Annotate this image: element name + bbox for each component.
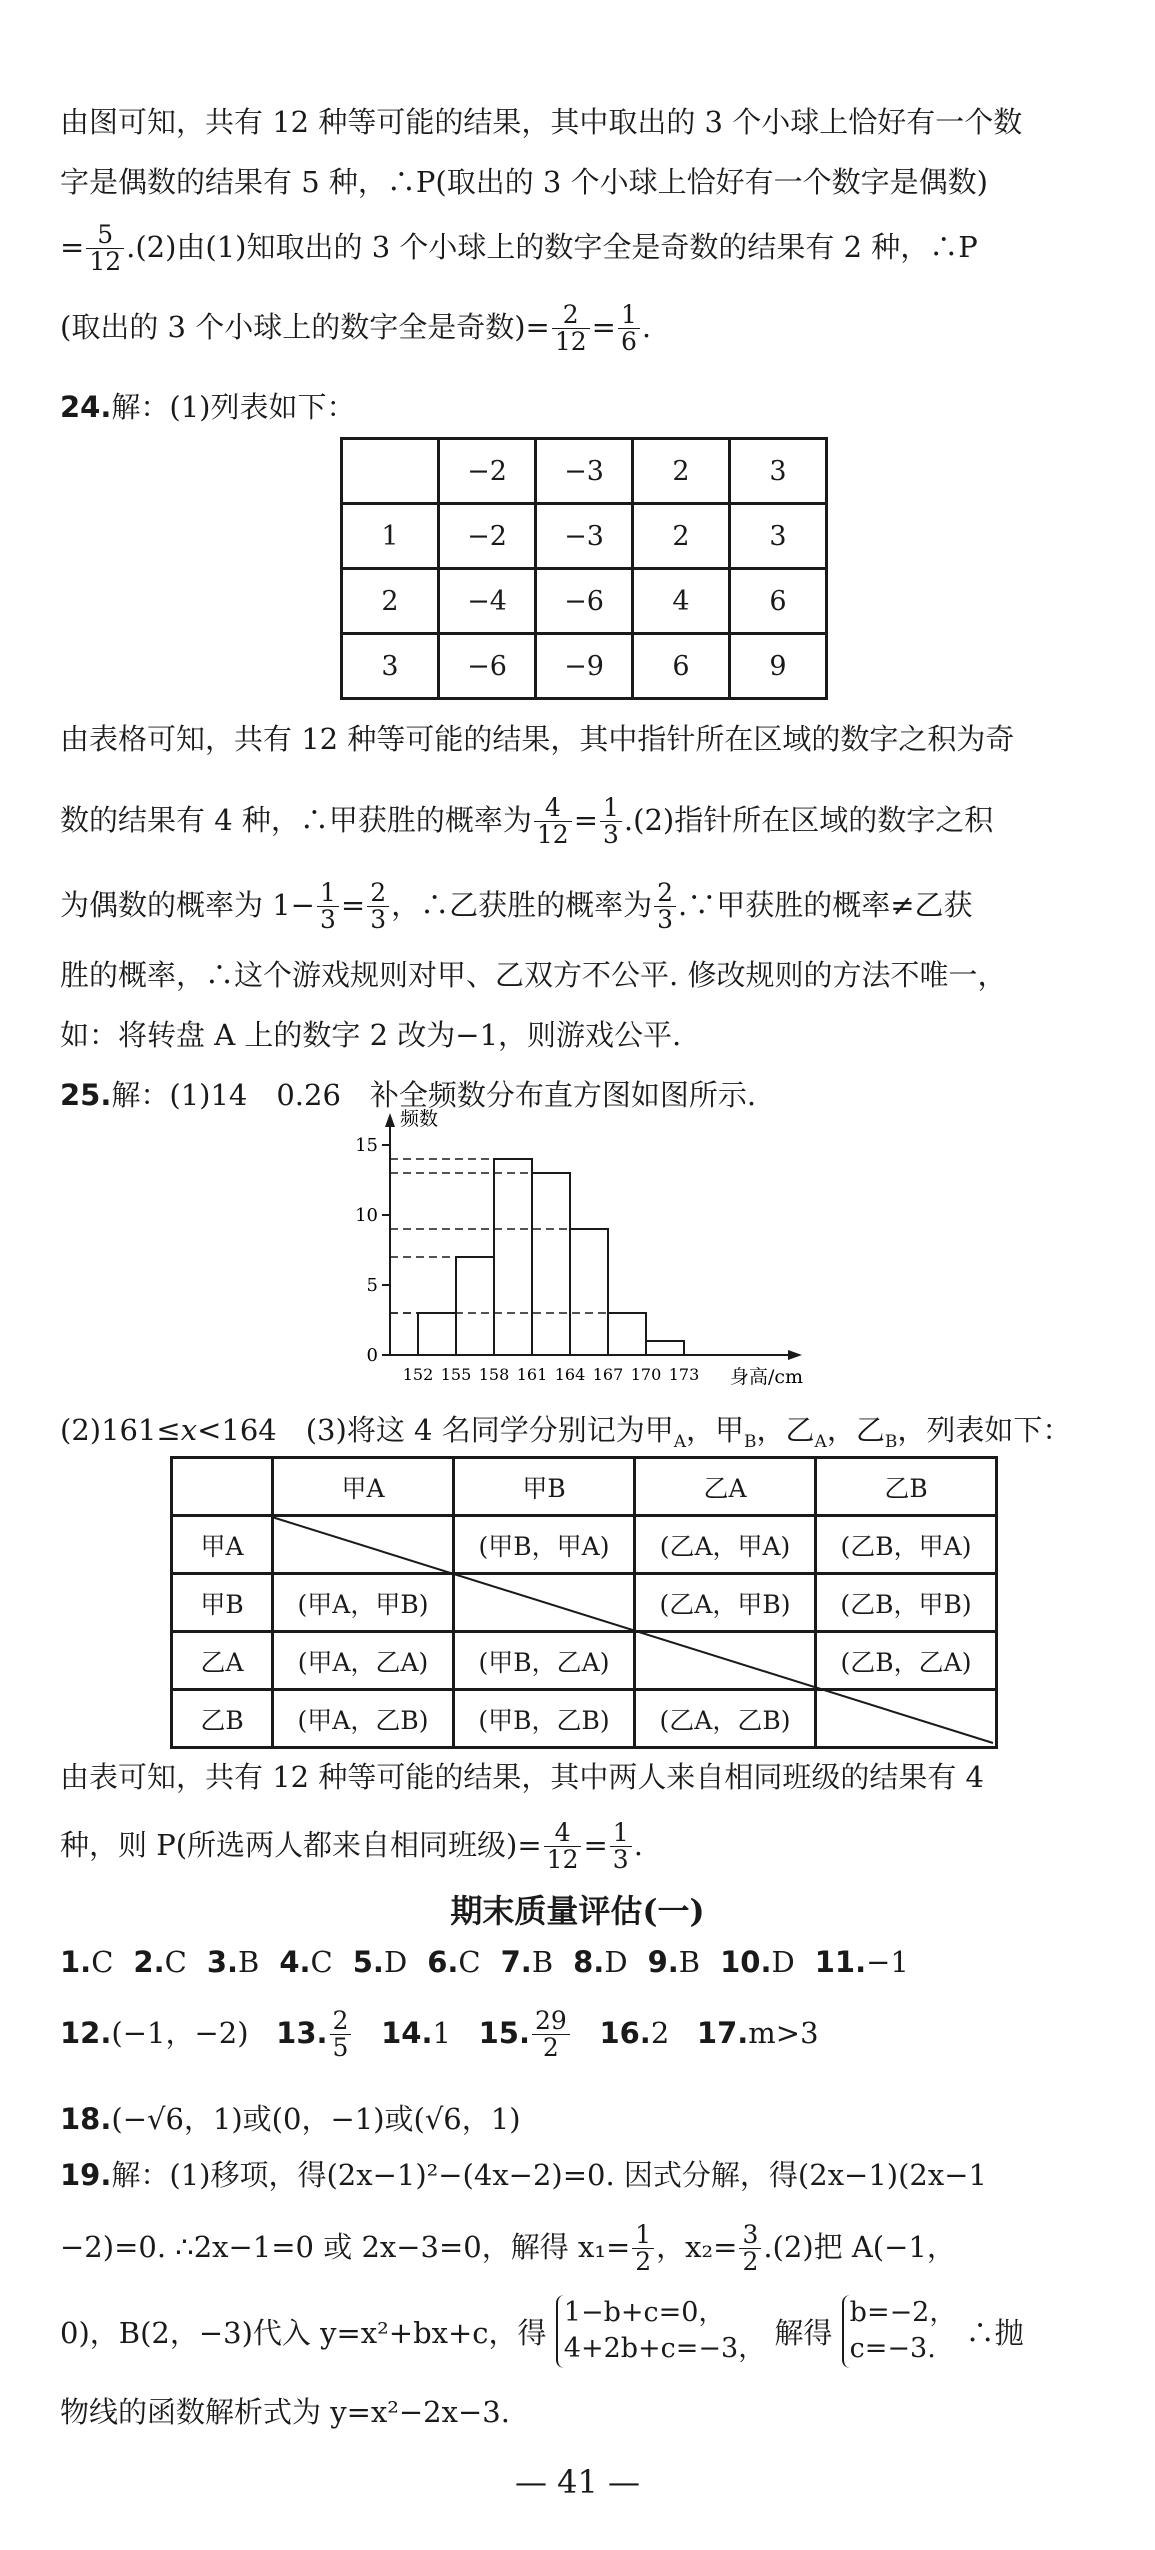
x-tick-label: 167 bbox=[592, 1365, 624, 1384]
text-line: 由表可知，共有 12 种等可能的结果，其中两人来自相同班级的结果有 4 bbox=[60, 1760, 985, 1794]
fraction: $\frac{5}{12}$ bbox=[86, 222, 124, 276]
table-row bbox=[342, 504, 827, 569]
table-cell: 甲A bbox=[172, 1516, 273, 1574]
table-cell: (乙A，乙B) bbox=[635, 1690, 816, 1748]
text-line: 数的结果有 4 种，∴甲获胜的概率为 $\frac{4}{12}$ = $\frac{1}{3}$ .(2)指针所在区域的数字之积 bbox=[60, 793, 994, 850]
table-cell: (甲A，乙B) bbox=[273, 1690, 454, 1748]
page-number: — 41 — bbox=[514, 2463, 641, 2501]
y-tick-label: 0 bbox=[366, 1345, 378, 1366]
table-cell: −4 bbox=[439, 569, 536, 634]
table-cell: 6 bbox=[633, 634, 730, 699]
answer-item: 11.−1 bbox=[814, 1945, 909, 1979]
fraction: $\frac{3}{2}$ bbox=[739, 2222, 761, 2276]
table-cell: (甲A，乙A) bbox=[273, 1632, 454, 1690]
table-row bbox=[342, 439, 827, 504]
y-tick-label: 10 bbox=[355, 1205, 378, 1226]
table-cell: −2 bbox=[439, 504, 536, 569]
fraction: $\frac{1}{6}$ bbox=[618, 302, 640, 356]
x-tick-label: 173 bbox=[668, 1365, 700, 1384]
table-cell: 乙B bbox=[172, 1690, 273, 1748]
table-cell bbox=[342, 439, 439, 504]
table-cell: (甲B，乙A) bbox=[454, 1632, 635, 1690]
table-cell: (甲B，甲A) bbox=[454, 1516, 635, 1574]
table-cell: (乙B，乙A) bbox=[816, 1632, 997, 1690]
histogram-bar bbox=[418, 1313, 456, 1355]
text-line: = $\frac{5}{12}$ .(2)由(1)知取出的 3 个小球上的数字全是奇数的结果有 2 种，∴P bbox=[60, 220, 978, 277]
answer-item: 5.D bbox=[352, 1945, 408, 1979]
fraction: $\frac{29}{2}$ bbox=[532, 2008, 570, 2062]
histogram-bar bbox=[456, 1257, 494, 1355]
table-cell: (甲A，甲B) bbox=[273, 1574, 454, 1632]
table-cell: (甲B，乙B) bbox=[454, 1690, 635, 1748]
answer-item: 8.D bbox=[573, 1945, 628, 1979]
table-cell: 甲B bbox=[172, 1574, 273, 1632]
histogram-chart bbox=[340, 1105, 820, 1390]
fraction: $\frac{2}{3}$ bbox=[654, 880, 676, 934]
histogram-bar bbox=[608, 1313, 646, 1355]
answer-item: 9.B bbox=[647, 1945, 701, 1979]
table-cell: (乙A，甲A) bbox=[635, 1516, 816, 1574]
x-tick-label: 170 bbox=[630, 1365, 662, 1384]
text-line: 胜的概率，∴这个游戏规则对甲、乙双方不公平. 修改规则的方法不唯一， bbox=[60, 958, 1007, 992]
table-cell: −3 bbox=[536, 504, 633, 569]
q19-line: 19.解：(1)移项，得(2x−1)²−(4x−2)=0. 因式分解，得(2x−1)(2x−1 bbox=[60, 2158, 987, 2192]
table-cell: −6 bbox=[536, 569, 633, 634]
text-line: 如：将转盘 A 上的数字 2 改为−1，则游戏公平. bbox=[60, 1018, 682, 1052]
table-cell: (乙A，甲B) bbox=[635, 1574, 816, 1632]
answer-item: 1.C bbox=[60, 1945, 114, 1979]
table-cell: (乙B，甲B) bbox=[816, 1574, 997, 1632]
answer-item: 7.B bbox=[500, 1945, 554, 1979]
q25-intro: 25.解：(1)14 0.26 补全频数分布直方图如图所示. bbox=[60, 1078, 757, 1112]
q24-intro: 24.解：(1)列表如下： bbox=[60, 390, 356, 424]
table-cell: 2 bbox=[633, 439, 730, 504]
table-cell: 甲A bbox=[273, 1458, 454, 1516]
equation-system: 1−b+c=0， 4+2b+c=−3， bbox=[556, 2295, 765, 2368]
table-cell: 9 bbox=[730, 634, 827, 699]
equation-system: b=−2， c=−3. bbox=[842, 2295, 957, 2368]
fraction: $\frac{2}{5}$ bbox=[330, 2008, 352, 2062]
table-cell: 乙A bbox=[172, 1632, 273, 1690]
x-axis-arrow bbox=[788, 1350, 802, 1360]
histogram-bar bbox=[646, 1341, 684, 1355]
fraction: $\frac{2}{12}$ bbox=[552, 302, 590, 356]
table-cell: −2 bbox=[439, 439, 536, 504]
answers-line-1 bbox=[60, 1945, 1095, 1979]
fraction: $\frac{4}{12}$ bbox=[534, 795, 572, 849]
x-tick-label: 161 bbox=[516, 1365, 548, 1384]
histogram-bar bbox=[532, 1173, 570, 1355]
table-cell: 6 bbox=[730, 569, 827, 634]
q19-line: 物线的函数解析式为 y=x²−2x−3. bbox=[60, 2395, 510, 2429]
x-tick-label: 164 bbox=[554, 1365, 586, 1384]
fraction: $\frac{2}{3}$ bbox=[367, 880, 389, 934]
table-cell: 1 bbox=[342, 504, 439, 569]
table-row bbox=[342, 569, 827, 634]
fraction: $\frac{1}{3}$ bbox=[600, 795, 622, 849]
answer-item: 2.C bbox=[133, 1945, 187, 1979]
table-row bbox=[342, 634, 827, 699]
table-diagonal bbox=[270, 1515, 995, 1745]
x-tick-label: 155 bbox=[440, 1365, 472, 1384]
histogram-bar bbox=[494, 1159, 532, 1355]
y-axis-label: 频数 bbox=[400, 1108, 439, 1130]
answers-line-2: 12.(−1，−2) 13. $\frac{2}{5}$ 14.1 15. $\frac{29}{2}$ 16.2 17.m>3 bbox=[60, 2006, 819, 2063]
table-cell: (乙B，甲A) bbox=[816, 1516, 997, 1574]
table-cell: 4 bbox=[633, 569, 730, 634]
table-cell: 2 bbox=[633, 504, 730, 569]
answer-item: 3.B bbox=[206, 1945, 260, 1979]
table-cell: −6 bbox=[439, 634, 536, 699]
fraction: $\frac{1}{2}$ bbox=[632, 2222, 654, 2276]
y-tick-label: 15 bbox=[355, 1135, 378, 1156]
q19-line: −2)=0. ∴2x−1=0 或 2x−3=0，解得 x₁= $\frac{1}{2}$ ，x₂= $\frac{3}{2}$ .(2)把 A(−1， bbox=[60, 2220, 956, 2277]
table-cell: 乙B bbox=[816, 1458, 997, 1516]
table-cell: 甲B bbox=[454, 1458, 635, 1516]
q19-line: 0)，B(2，−3)代入 y=x²+bx+c，得 1−b+c=0， 4+2b+c=−3， 解得 b=−2， c=−3. ∴抛 bbox=[60, 2295, 1095, 2368]
fraction: $\frac{4}{12}$ bbox=[544, 1820, 582, 1874]
table-cell: −3 bbox=[536, 439, 633, 504]
x-tick-label: 152 bbox=[402, 1365, 434, 1384]
text-line: 字是偶数的结果有 5 种，∴P(取出的 3 个小球上恰好有一个数字是偶数) bbox=[60, 165, 988, 199]
answer-item: 4.C bbox=[279, 1945, 333, 1979]
q24-table bbox=[340, 437, 828, 700]
table-cell: −9 bbox=[536, 634, 633, 699]
text-line: 为偶数的概率为 1− $\frac{1}{3}$ = $\frac{2}{3}$ ，∴乙获胜的概率为 $\frac{2}{3}$ .∵甲获胜的概率≠乙获 bbox=[60, 878, 973, 935]
table-cell: 2 bbox=[342, 569, 439, 634]
text-line: (取出的 3 个小球上的数字全是奇数)= $\frac{2}{12}$ = $\frac{1}{6}$ . bbox=[60, 300, 652, 357]
x-axis-label: 身高/cm bbox=[730, 1366, 804, 1388]
fraction: $\frac{1}{3}$ bbox=[317, 880, 339, 934]
y-tick-label: 5 bbox=[366, 1275, 378, 1296]
table-cell: 3 bbox=[730, 504, 827, 569]
text-line: 由图可知，共有 12 种等可能的结果，其中取出的 3 个小球上恰好有一个数 bbox=[60, 105, 1023, 139]
text-line: 种，则 P(所选两人都来自相同班级)= $\frac{4}{12}$ = $\frac{1}{3}$ . bbox=[60, 1818, 643, 1875]
text-line: 由表格可知，共有 12 种等可能的结果，其中指针所在区域的数字之积为奇 bbox=[60, 722, 1015, 756]
answer-item: 10.D bbox=[720, 1945, 795, 1979]
answer-item: 6.C bbox=[427, 1945, 481, 1979]
table-row bbox=[172, 1458, 997, 1516]
section-title: 期末质量评估(一) bbox=[450, 1892, 705, 1930]
table-cell: 3 bbox=[342, 634, 439, 699]
q25-part2: (2)161≤x<164 (3)将这 4 名同学分别记为甲$_A$，甲$_B$，乙$_A$，乙$_B$，列表如下： bbox=[60, 1413, 1072, 1452]
x-tick-label: 158 bbox=[478, 1365, 510, 1384]
histogram-bar bbox=[570, 1229, 608, 1355]
fraction: $\frac{1}{3}$ bbox=[610, 1820, 632, 1874]
y-axis-arrow bbox=[385, 1113, 395, 1127]
table-cell: 3 bbox=[730, 439, 827, 504]
table-cell bbox=[172, 1458, 273, 1516]
answers-line-3: 18.(−√6，1)或(0，−1)或(√6，1) bbox=[60, 2102, 521, 2136]
table-cell: 乙A bbox=[635, 1458, 816, 1516]
